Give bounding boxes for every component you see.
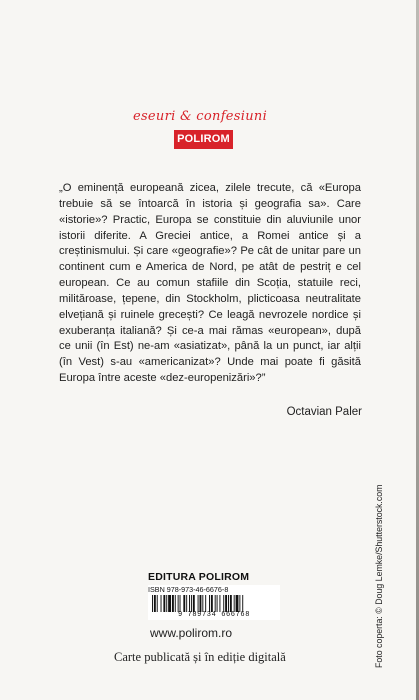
isbn-label: ISBN 978-973-46-6676-8: [148, 585, 229, 594]
publisher-imprint: EDITURA POLIROM: [148, 571, 250, 583]
isbn-digits: 9 789734 666768: [177, 611, 250, 619]
isbn-barcode-block: [148, 585, 280, 620]
digital-edition-note: Carte publicată și în ediție digitală: [114, 650, 286, 664]
photo-credit: Foto coperta: © Doug Lemke/Shutterstock.com: [374, 484, 384, 668]
website-url: www.polirom.ro: [150, 626, 233, 640]
barcode-icon: [152, 595, 276, 612]
series-title: eseuri & confesiuni: [132, 109, 268, 124]
quote-author: Octavian Paler: [286, 406, 362, 418]
publisher-logo: POLIROM: [174, 130, 233, 149]
quote-text: „O eminență europeană zicea, zilele trecute, că «Europa trebuie să se întoarcă în istoria și geografia sa». Care «istorie»? Practic, Europa se constituie din aluviunile unor istorii diferite. A Greciei antice, a Romei antice și a creștinismului. Și care «geografie»? Pe cât de unitar pare un continent cum e America de Nord, pe atât de pestriț e cel european. Ce au comun stafiile din Scoția, statuile reci, milităroase, țepene, din Stockholm, plicticoasa neutralitate elvețiană și ruinele grecești? Ce leagă nevrozele nordice și exuberanța italiană? Și ce-a mai rămas «european», după ce unii (în Est) ne-am «asiatizat», până la un punct, iar alții (în Vest) s-au «americanizat»? Unde mai poate fi găsită Europa între aceste «dez-europenizări»?”: [59, 182, 361, 385]
